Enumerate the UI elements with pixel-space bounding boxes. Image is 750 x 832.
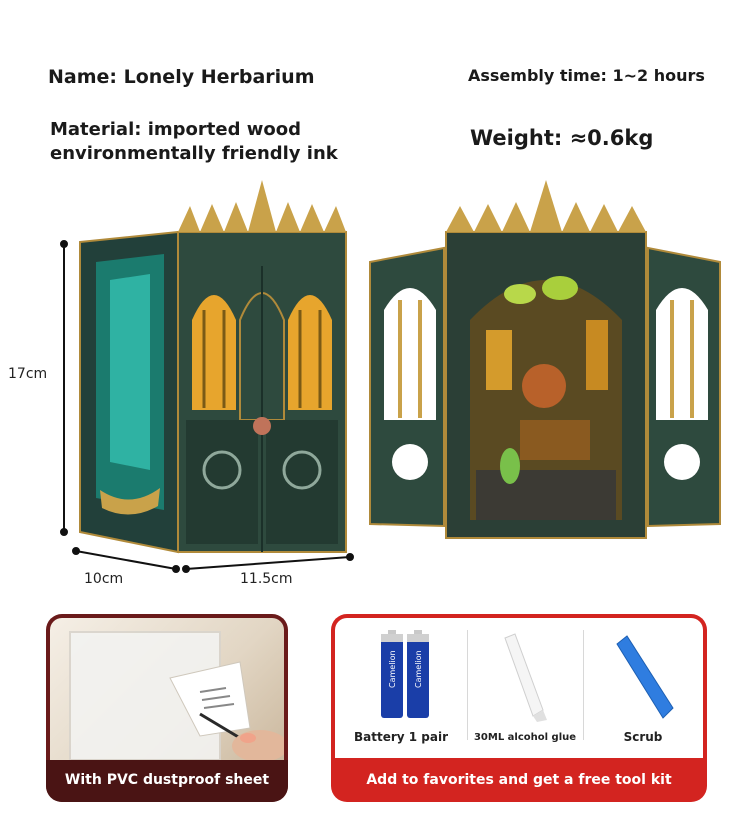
closed-cabinet-image (80, 180, 346, 552)
depth-label: 10cm (84, 571, 124, 587)
pvc-sheet-illustration (50, 618, 284, 760)
divider (583, 630, 584, 740)
pvc-sheet-photo (50, 618, 284, 760)
height-label: 17cm (8, 366, 48, 382)
divider (467, 630, 468, 740)
tool-kit-items (335, 618, 703, 758)
material-line-1: Material: imported wood (50, 119, 301, 140)
pvc-caption: With PVC dustproof sheet (46, 760, 288, 802)
material-info (50, 118, 380, 166)
weight-info: Weight: ≈0.6kg (470, 126, 654, 150)
assembly-time: Assembly time: 1~2 hours (468, 66, 705, 85)
battery-brand: Camelion (388, 650, 397, 688)
open-cabinet-image (370, 180, 720, 538)
height-dimension-line (61, 241, 67, 535)
battery-icon (371, 628, 441, 724)
material-line-2: environmentally friendly ink (50, 143, 338, 164)
battery-label: Battery 1 pair (353, 730, 449, 744)
depth-dimension-line (73, 548, 179, 572)
glue-label: 30ML alcohol glue (473, 732, 577, 743)
glue-icon (495, 632, 555, 722)
product-illustration (0, 170, 750, 590)
tool-kit-panel (331, 614, 707, 802)
scrub-icon (611, 632, 681, 722)
scrub-label: Scrub (623, 730, 663, 744)
tool-kit-caption: Add to favorites and get a free tool kit (366, 772, 672, 788)
width-dimension-line (183, 554, 353, 572)
battery-brand: Camelion (414, 650, 423, 688)
pvc-sheet-panel (46, 614, 288, 802)
product-name: Name: Lonely Herbarium (48, 66, 315, 88)
width-label: 11.5cm (240, 571, 293, 587)
